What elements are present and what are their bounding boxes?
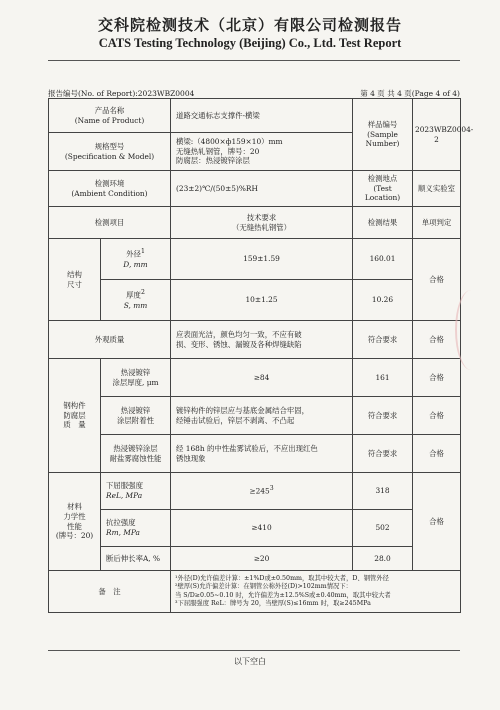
od-name: 外径$^1$ D, mm — [101, 239, 171, 280]
adhesion-judgement: 合格 — [413, 397, 461, 435]
wt-name: 厚度$^2$ S, mm — [101, 280, 171, 321]
appearance-judgement: 合格 — [413, 321, 461, 359]
salt-spray-judgement: 合格 — [413, 435, 461, 473]
thickness-requirement: ≥84 — [171, 359, 353, 397]
blank-below-text: 以下空白 — [234, 657, 266, 666]
tensile-requirement: ≥410 — [171, 510, 353, 547]
table-row — [49, 435, 461, 473]
mechanical-category: 材料 力学性 性能 (牌号：20) — [49, 473, 101, 571]
header-result: 检测结果 — [353, 207, 413, 239]
product-value: 道路交通标志支撑件-横梁 — [171, 99, 353, 133]
mechanical-judgement: 合格 — [413, 473, 461, 571]
tensile-name: 抗拉强度 Rm, MPa — [101, 510, 171, 547]
header-judgement: 单项判定 — [413, 207, 461, 239]
tensile-result: 502 — [353, 510, 413, 547]
table-row — [49, 239, 461, 280]
appearance-result: 符合要求 — [353, 321, 413, 359]
salt-spray-name: 热浸镀锌涂层 耐盐雾腐蚀性能 — [101, 435, 171, 473]
test-result-table — [48, 98, 474, 613]
thickness-name: 热浸镀锌 涂层厚度, μm — [101, 359, 171, 397]
notes-row — [49, 571, 461, 613]
header-requirement: 技术要求 （无缝热轧钢管） — [171, 207, 353, 239]
wt-result: 10.26 — [353, 280, 413, 321]
adhesion-requirement: 镀锌构件的锌层应与基底金属结合牢固， 经锤击试验后，锌层不剥离、不凸起 — [171, 397, 353, 435]
table-row — [49, 280, 461, 321]
report-title-cn: 交科院检测技术（北京）有限公司检测报告 — [97, 16, 402, 34]
appearance-requirement: 应表面光洁，颜色均匀一致，不应有破 损、变形、锈蚀、漏镀及各种焊缝缺陷 — [171, 321, 353, 359]
coating-category: 钢构件 防腐层 质 量 — [49, 359, 101, 473]
elongation-requirement: ≥20 — [171, 547, 353, 571]
loc-label: 检测地点 (Test Location) — [353, 171, 413, 207]
report-number: 报告编号(No. of Report):2023WBZ0004 — [48, 89, 195, 98]
wt-requirement: 10±1.25 — [171, 280, 353, 321]
page-number: 第 4 页 共 4 页(Page 4 of 4) — [360, 89, 460, 98]
od-requirement: 159±1.59 — [171, 239, 353, 280]
table-row — [49, 397, 461, 435]
product-row — [49, 99, 461, 133]
env-label: 检测环境 (Ambient Condition) — [49, 171, 171, 207]
env-row — [49, 171, 461, 207]
spec-label: 规格型号 (Specification & Model) — [49, 133, 171, 171]
elongation-result: 28.0 — [353, 547, 413, 571]
adhesion-name: 热浸镀锌 涂层附着性 — [101, 397, 171, 435]
footer-divider — [48, 650, 460, 651]
yield-result: 318 — [353, 473, 413, 510]
table-row — [49, 359, 461, 397]
title-divider — [48, 60, 460, 61]
yield-name: 下屈服强度 ReL, MPa — [101, 473, 171, 510]
loc-value: 顺义实验室 — [413, 171, 461, 207]
struct-judgement: 合格 — [413, 239, 461, 321]
product-label: 产品名称 (Name of Product) — [49, 99, 171, 133]
spec-value: 横梁:（4800×ф159×10）mm 无缝热轧钢管，牌号：20 防腐层：热浸镀锌涂层 — [171, 133, 353, 171]
thickness-result: 161 — [353, 359, 413, 397]
appearance-name: 外观质量 — [49, 321, 171, 359]
notes-label: 备 注 — [49, 571, 171, 613]
od-result: 160.01 — [353, 239, 413, 280]
table-row — [49, 473, 461, 510]
thickness-judgement: 合格 — [413, 359, 461, 397]
table-row — [49, 547, 461, 571]
table-row — [49, 510, 461, 547]
yield-requirement: $\ge 245^3$ — [171, 473, 353, 510]
salt-spray-requirement: 经 168h 的中性盐雾试验后，不应出现红色 锈蚀现象 — [171, 435, 353, 473]
notes-content: ¹外径(D)允许偏差计算：±1%D或±0.50mm，取其中较大者，D、钢管外径 ²壁厚(S)允许偏差计算：在钢管公称外径(D)>102mm情况下： 当 S/D≥0.05~0.10 时，允许偏差为±12.5%S或±0.40mm，取其中较大者 ³下屈服强度 ReL：牌号为 20，当壁厚(S)≤16mm 时，取≥245MPa — [171, 571, 461, 613]
elongation-name: 断后伸长率A, % — [101, 547, 171, 571]
struct-category: 结构 尺寸 — [49, 239, 101, 321]
sample-label: 样品编号 (Sample Number) — [353, 99, 413, 171]
report-title-en: CATS Testing Technology (Beijing) Co., Ltd. Test Report — [98, 36, 402, 50]
salt-spray-result: 符合要求 — [353, 435, 413, 473]
adhesion-result: 符合要求 — [353, 397, 413, 435]
sample-value: 2023WBZ0004-2 — [413, 99, 461, 171]
table-row — [49, 321, 461, 359]
seal-stamp-edge — [455, 290, 487, 370]
table-header-row — [49, 207, 461, 239]
header-item: 检测项目 — [49, 207, 171, 239]
env-value: (23±2)℃/(50±5)%RH — [171, 171, 353, 207]
